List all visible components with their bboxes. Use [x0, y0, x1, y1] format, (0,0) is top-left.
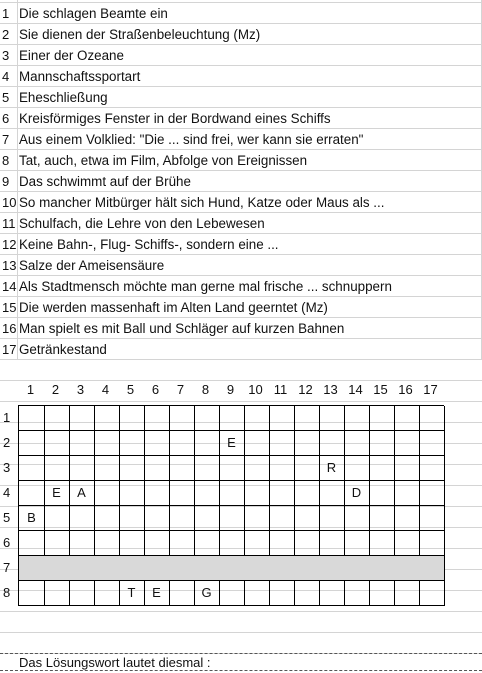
clue-number: 4: [2, 69, 10, 84]
grid-cell[interactable]: [419, 406, 445, 431]
grid-cell[interactable]: [94, 431, 120, 456]
grid-cell[interactable]: [69, 556, 95, 581]
grid-cell[interactable]: [144, 556, 170, 581]
clue-number: 13: [2, 258, 17, 273]
grid-cell[interactable]: [19, 556, 45, 581]
grid-cell[interactable]: [319, 531, 345, 556]
grid-cell[interactable]: [344, 406, 370, 431]
grid-cell[interactable]: [344, 556, 370, 581]
grid-cell[interactable]: [69, 456, 95, 481]
grid-cell[interactable]: [269, 506, 295, 531]
grid-cell[interactable]: [144, 531, 170, 556]
grid-cell[interactable]: [269, 406, 295, 431]
grid-cell[interactable]: [94, 481, 120, 506]
clue-text: Als Stadtmensch möchte man gerne mal frische ... schnuppern: [19, 279, 392, 294]
grid-cell[interactable]: [44, 406, 70, 431]
grid-cell[interactable]: E: [144, 581, 170, 606]
grid-cell[interactable]: [269, 581, 295, 606]
grid-cell[interactable]: [419, 481, 445, 506]
grid-cell[interactable]: [419, 531, 445, 556]
grid-cell[interactable]: [394, 581, 420, 606]
grid-cell[interactable]: [319, 431, 345, 456]
grid-cell[interactable]: [194, 431, 220, 456]
clue-number: 9: [2, 174, 10, 189]
grid-cell[interactable]: [294, 406, 320, 431]
column-number: 6: [151, 382, 160, 397]
grid-cell[interactable]: [294, 431, 320, 456]
row-number: 6: [3, 535, 11, 550]
clue-number: 7: [2, 132, 10, 147]
grid-cell[interactable]: [419, 456, 445, 481]
grid-cell[interactable]: [69, 406, 95, 431]
grid-cell[interactable]: E: [219, 431, 245, 456]
grid-cell[interactable]: R: [319, 456, 345, 481]
column-number: 7: [176, 382, 185, 397]
grid-cell[interactable]: [244, 531, 270, 556]
grid-cell[interactable]: [169, 506, 195, 531]
column-number: 5: [126, 382, 135, 397]
grid-cell[interactable]: [294, 506, 320, 531]
clue-text: Salze der Ameisensäure: [19, 258, 165, 273]
clue-number: 8: [2, 153, 10, 168]
clue-text: Einer der Ozeane: [19, 48, 124, 63]
grid-cell[interactable]: [244, 456, 270, 481]
grid-cell[interactable]: [344, 506, 370, 531]
grid-cell[interactable]: [319, 506, 345, 531]
grid-cell[interactable]: [94, 506, 120, 531]
grid-cell[interactable]: [44, 431, 70, 456]
column-number: 4: [101, 382, 110, 397]
grid-cell[interactable]: [269, 481, 295, 506]
grid-cell[interactable]: [269, 556, 295, 581]
grid-cell[interactable]: [144, 431, 170, 456]
grid-cell[interactable]: [194, 506, 220, 531]
grid-cell[interactable]: [119, 481, 145, 506]
grid-cell[interactable]: [19, 431, 45, 456]
grid-cell[interactable]: B: [19, 506, 45, 531]
row-number: 8: [3, 585, 11, 600]
grid-cell[interactable]: [119, 531, 145, 556]
grid-cell[interactable]: [369, 556, 395, 581]
grid-cell[interactable]: [344, 531, 370, 556]
grid-cell[interactable]: [294, 556, 320, 581]
grid-cell[interactable]: [169, 581, 195, 606]
clue-number: 15: [2, 300, 17, 315]
grid-cell[interactable]: [394, 431, 420, 456]
grid-cell[interactable]: [219, 556, 245, 581]
column-number: 10: [248, 382, 263, 397]
grid-cell[interactable]: [419, 431, 445, 456]
grid-cell[interactable]: [194, 556, 220, 581]
grid-cell[interactable]: [419, 556, 445, 581]
column-number: 17: [423, 382, 438, 397]
grid-cell[interactable]: [119, 406, 145, 431]
grid-cell[interactable]: [419, 581, 445, 606]
grid-cell[interactable]: [169, 481, 195, 506]
grid-cell[interactable]: [169, 556, 195, 581]
grid-cell[interactable]: [219, 481, 245, 506]
grid-cell[interactable]: [269, 431, 295, 456]
grid-cell[interactable]: [244, 581, 270, 606]
grid-cell[interactable]: [369, 506, 395, 531]
clue-text: Keine Bahn-, Flug- Schiffs-, sondern eine ...: [19, 237, 279, 252]
grid-cell[interactable]: [44, 506, 70, 531]
grid-cell[interactable]: [44, 556, 70, 581]
grid-cell[interactable]: [94, 531, 120, 556]
clue-text: Die schlagen Beamte ein: [19, 6, 168, 21]
column-number: 16: [398, 382, 413, 397]
grid-cell[interactable]: [369, 581, 395, 606]
grid-cell[interactable]: [119, 456, 145, 481]
grid-cell[interactable]: [69, 431, 95, 456]
grid-cell[interactable]: [219, 506, 245, 531]
grid-cell[interactable]: E: [44, 481, 70, 506]
clue-text: Das schwimmt auf der Brühe: [19, 174, 191, 189]
grid-cell[interactable]: [369, 406, 395, 431]
grid-cell[interactable]: [19, 456, 45, 481]
clue-text: Die werden massenhaft im Alten Land geerntet (Mz): [19, 300, 328, 315]
grid-cell[interactable]: [219, 406, 245, 431]
grid-cell[interactable]: [369, 431, 395, 456]
clue-number: 12: [2, 237, 17, 252]
grid-cell[interactable]: [69, 581, 95, 606]
clue-text: Eheschließung: [19, 90, 108, 105]
clue-text: Kreisförmiges Fenster in der Bordwand eines Schiffs: [19, 111, 331, 126]
clue-number: 10: [2, 195, 17, 210]
grid-cell[interactable]: D: [344, 481, 370, 506]
grid-cell[interactable]: [394, 456, 420, 481]
grid-cell[interactable]: G: [194, 581, 220, 606]
grid-cell[interactable]: [169, 456, 195, 481]
grid-cell[interactable]: [269, 456, 295, 481]
clue-text: So mancher Mitbürger hält sich Hund, Katze oder Maus als ...: [19, 195, 385, 210]
grid-cell[interactable]: [244, 431, 270, 456]
grid-cell[interactable]: [269, 531, 295, 556]
grid-cell[interactable]: [44, 581, 70, 606]
clue-number: 6: [2, 111, 10, 126]
grid-cell[interactable]: [244, 481, 270, 506]
crossword-grid: [18, 405, 444, 606]
column-number: 13: [323, 382, 338, 397]
solution-label: Das Lösungswort lautet diesmal :: [19, 655, 211, 670]
grid-cell[interactable]: [144, 506, 170, 531]
grid-cell[interactable]: [144, 456, 170, 481]
grid-cell[interactable]: [394, 481, 420, 506]
grid-cell[interactable]: [194, 481, 220, 506]
sheet-gridline: [0, 632, 482, 633]
clue-text: Sie dienen der Straßenbeleuchtung (Mz): [19, 27, 261, 42]
grid-cell[interactable]: [169, 531, 195, 556]
clue-text: Tat, auch, etwa im Film, Abfolge von Ereignissen: [19, 153, 308, 168]
column-number: 2: [51, 382, 60, 397]
clue-number: 11: [2, 216, 16, 231]
grid-cell[interactable]: [319, 556, 345, 581]
grid-cell[interactable]: [344, 431, 370, 456]
grid-cell[interactable]: T: [119, 581, 145, 606]
grid-cell[interactable]: [294, 481, 320, 506]
column-number: 1: [26, 382, 35, 397]
grid-cell[interactable]: [394, 406, 420, 431]
grid-cell[interactable]: [94, 456, 120, 481]
row-number: 7: [3, 560, 11, 575]
grid-cell[interactable]: [394, 556, 420, 581]
grid-cell[interactable]: [144, 406, 170, 431]
column-number: 12: [298, 382, 313, 397]
dashed-separator-bottom: [0, 670, 482, 671]
grid-cell[interactable]: [219, 581, 245, 606]
grid-cell[interactable]: [194, 531, 220, 556]
sheet-gridline: [0, 401, 482, 402]
grid-cell[interactable]: [144, 481, 170, 506]
grid-cell[interactable]: [194, 406, 220, 431]
grid-cell[interactable]: [119, 431, 145, 456]
grid-cell[interactable]: [94, 581, 120, 606]
grid-cell[interactable]: [19, 581, 45, 606]
sheet-gridline: [0, 611, 482, 612]
column-number: 8: [201, 382, 210, 397]
grid-cell[interactable]: [44, 456, 70, 481]
clue-number: 14: [2, 279, 17, 294]
grid-cell[interactable]: [294, 581, 320, 606]
row-number: 3: [3, 460, 11, 475]
column-number: 15: [373, 382, 388, 397]
grid-cell[interactable]: [69, 506, 95, 531]
grid-cell[interactable]: [369, 531, 395, 556]
grid-cell[interactable]: [219, 456, 245, 481]
grid-cell[interactable]: [244, 506, 270, 531]
grid-cell[interactable]: [244, 406, 270, 431]
clue-number: 1: [2, 6, 10, 21]
clue-text: Mannschaftssportart: [19, 69, 141, 84]
grid-cell[interactable]: [194, 456, 220, 481]
row-number: 5: [3, 510, 11, 525]
clue-number: 2: [2, 27, 10, 42]
column-number: 11: [273, 382, 288, 397]
clue-number: 5: [2, 90, 10, 105]
column-number: 14: [348, 382, 363, 397]
grid-cell[interactable]: [294, 531, 320, 556]
clue-text: Getränkestand: [19, 342, 107, 357]
grid-cell[interactable]: [244, 556, 270, 581]
grid-cell[interactable]: [294, 456, 320, 481]
grid-cell[interactable]: [69, 531, 95, 556]
clue-number: 17: [2, 342, 17, 357]
grid-cell[interactable]: [394, 531, 420, 556]
grid-cell[interactable]: [319, 406, 345, 431]
column-number: 3: [76, 382, 85, 397]
grid-cell[interactable]: A: [69, 481, 95, 506]
grid-cell[interactable]: [369, 456, 395, 481]
grid-cell[interactable]: [119, 506, 145, 531]
grid-cell[interactable]: [94, 406, 120, 431]
grid-cell[interactable]: [344, 581, 370, 606]
grid-cell[interactable]: [319, 581, 345, 606]
grid-cell[interactable]: [219, 531, 245, 556]
grid-cell[interactable]: [394, 506, 420, 531]
row-number: 2: [3, 435, 11, 450]
clue-number: 3: [2, 48, 10, 63]
grid-cell[interactable]: [319, 481, 345, 506]
grid-cell[interactable]: [369, 481, 395, 506]
grid-cell[interactable]: [19, 531, 45, 556]
clue-text: Man spielt es mit Ball und Schläger auf kurzen Bahnen: [19, 321, 345, 336]
grid-cell[interactable]: [419, 506, 445, 531]
grid-cell[interactable]: [19, 481, 45, 506]
grid-cell[interactable]: [169, 406, 195, 431]
grid-cell[interactable]: [344, 456, 370, 481]
grid-cell[interactable]: [94, 556, 120, 581]
clue-text: Aus einem Volklied: "Die ... sind frei, wer kann sie erraten": [19, 132, 364, 147]
row-number: 4: [3, 485, 11, 500]
clue-text: Schulfach, die Lehre von den Lebewesen: [19, 216, 265, 231]
grid-cell[interactable]: [44, 531, 70, 556]
clue-number: 16: [2, 321, 17, 336]
grid-cell[interactable]: [169, 431, 195, 456]
grid-cell[interactable]: [119, 556, 145, 581]
column-number: 9: [226, 382, 235, 397]
row-number: 1: [3, 410, 11, 425]
grid-cell[interactable]: [19, 406, 45, 431]
